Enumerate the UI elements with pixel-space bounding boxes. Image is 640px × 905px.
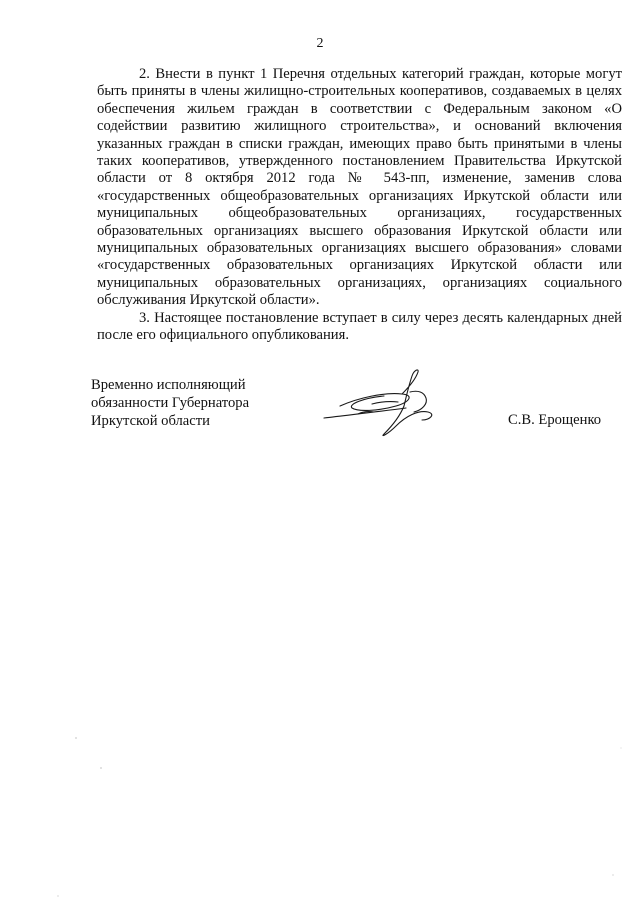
signatory-position [91, 377, 271, 430]
document-body [97, 66, 622, 345]
handwritten-signature [318, 368, 448, 440]
position-line-3: Иркутской области [91, 412, 210, 429]
signer-name: С.В. Ерощенко [508, 412, 602, 428]
page-number: 2 [316, 36, 324, 51]
position-line-2: обязанности Губернатора [91, 394, 250, 411]
paragraph-3: 3. Настоящее постановление вступает в силу через десять календарных дней после его официального опубликования. [97, 309, 622, 344]
position-line-1: Временно исполняющий [91, 377, 246, 393]
paragraph-2: 2. Внести в пункт 1 Перечня отдельных категорий граждан, которые могут быть приняты в члены жилищно-строительных кооперативов, создаваемых в целях обеспечения жильем граждан в соответствии с Федеральным законом «О содействии развитию жилищного строительства», и оснований включения указанных граждан в списки граждан, имеющих право быть принятыми в члены таких кооперативов, утвержденного постановлением Правительства Иркутской области от 8 октября 2012 года № 543-пп, изменение, заменив слова «государственных общеобразовательных организациях Иркутской области или муниципальных общеобразовательных организациях, государственных образовательных организациях высшего образования Иркутской области или муниципальных образовательных организациях высшего образования» словами «государственных образовательных организациях Иркутской области или муниципальных образовательных организациях, организациях социального обслуживания Иркутской области». [97, 66, 622, 309]
